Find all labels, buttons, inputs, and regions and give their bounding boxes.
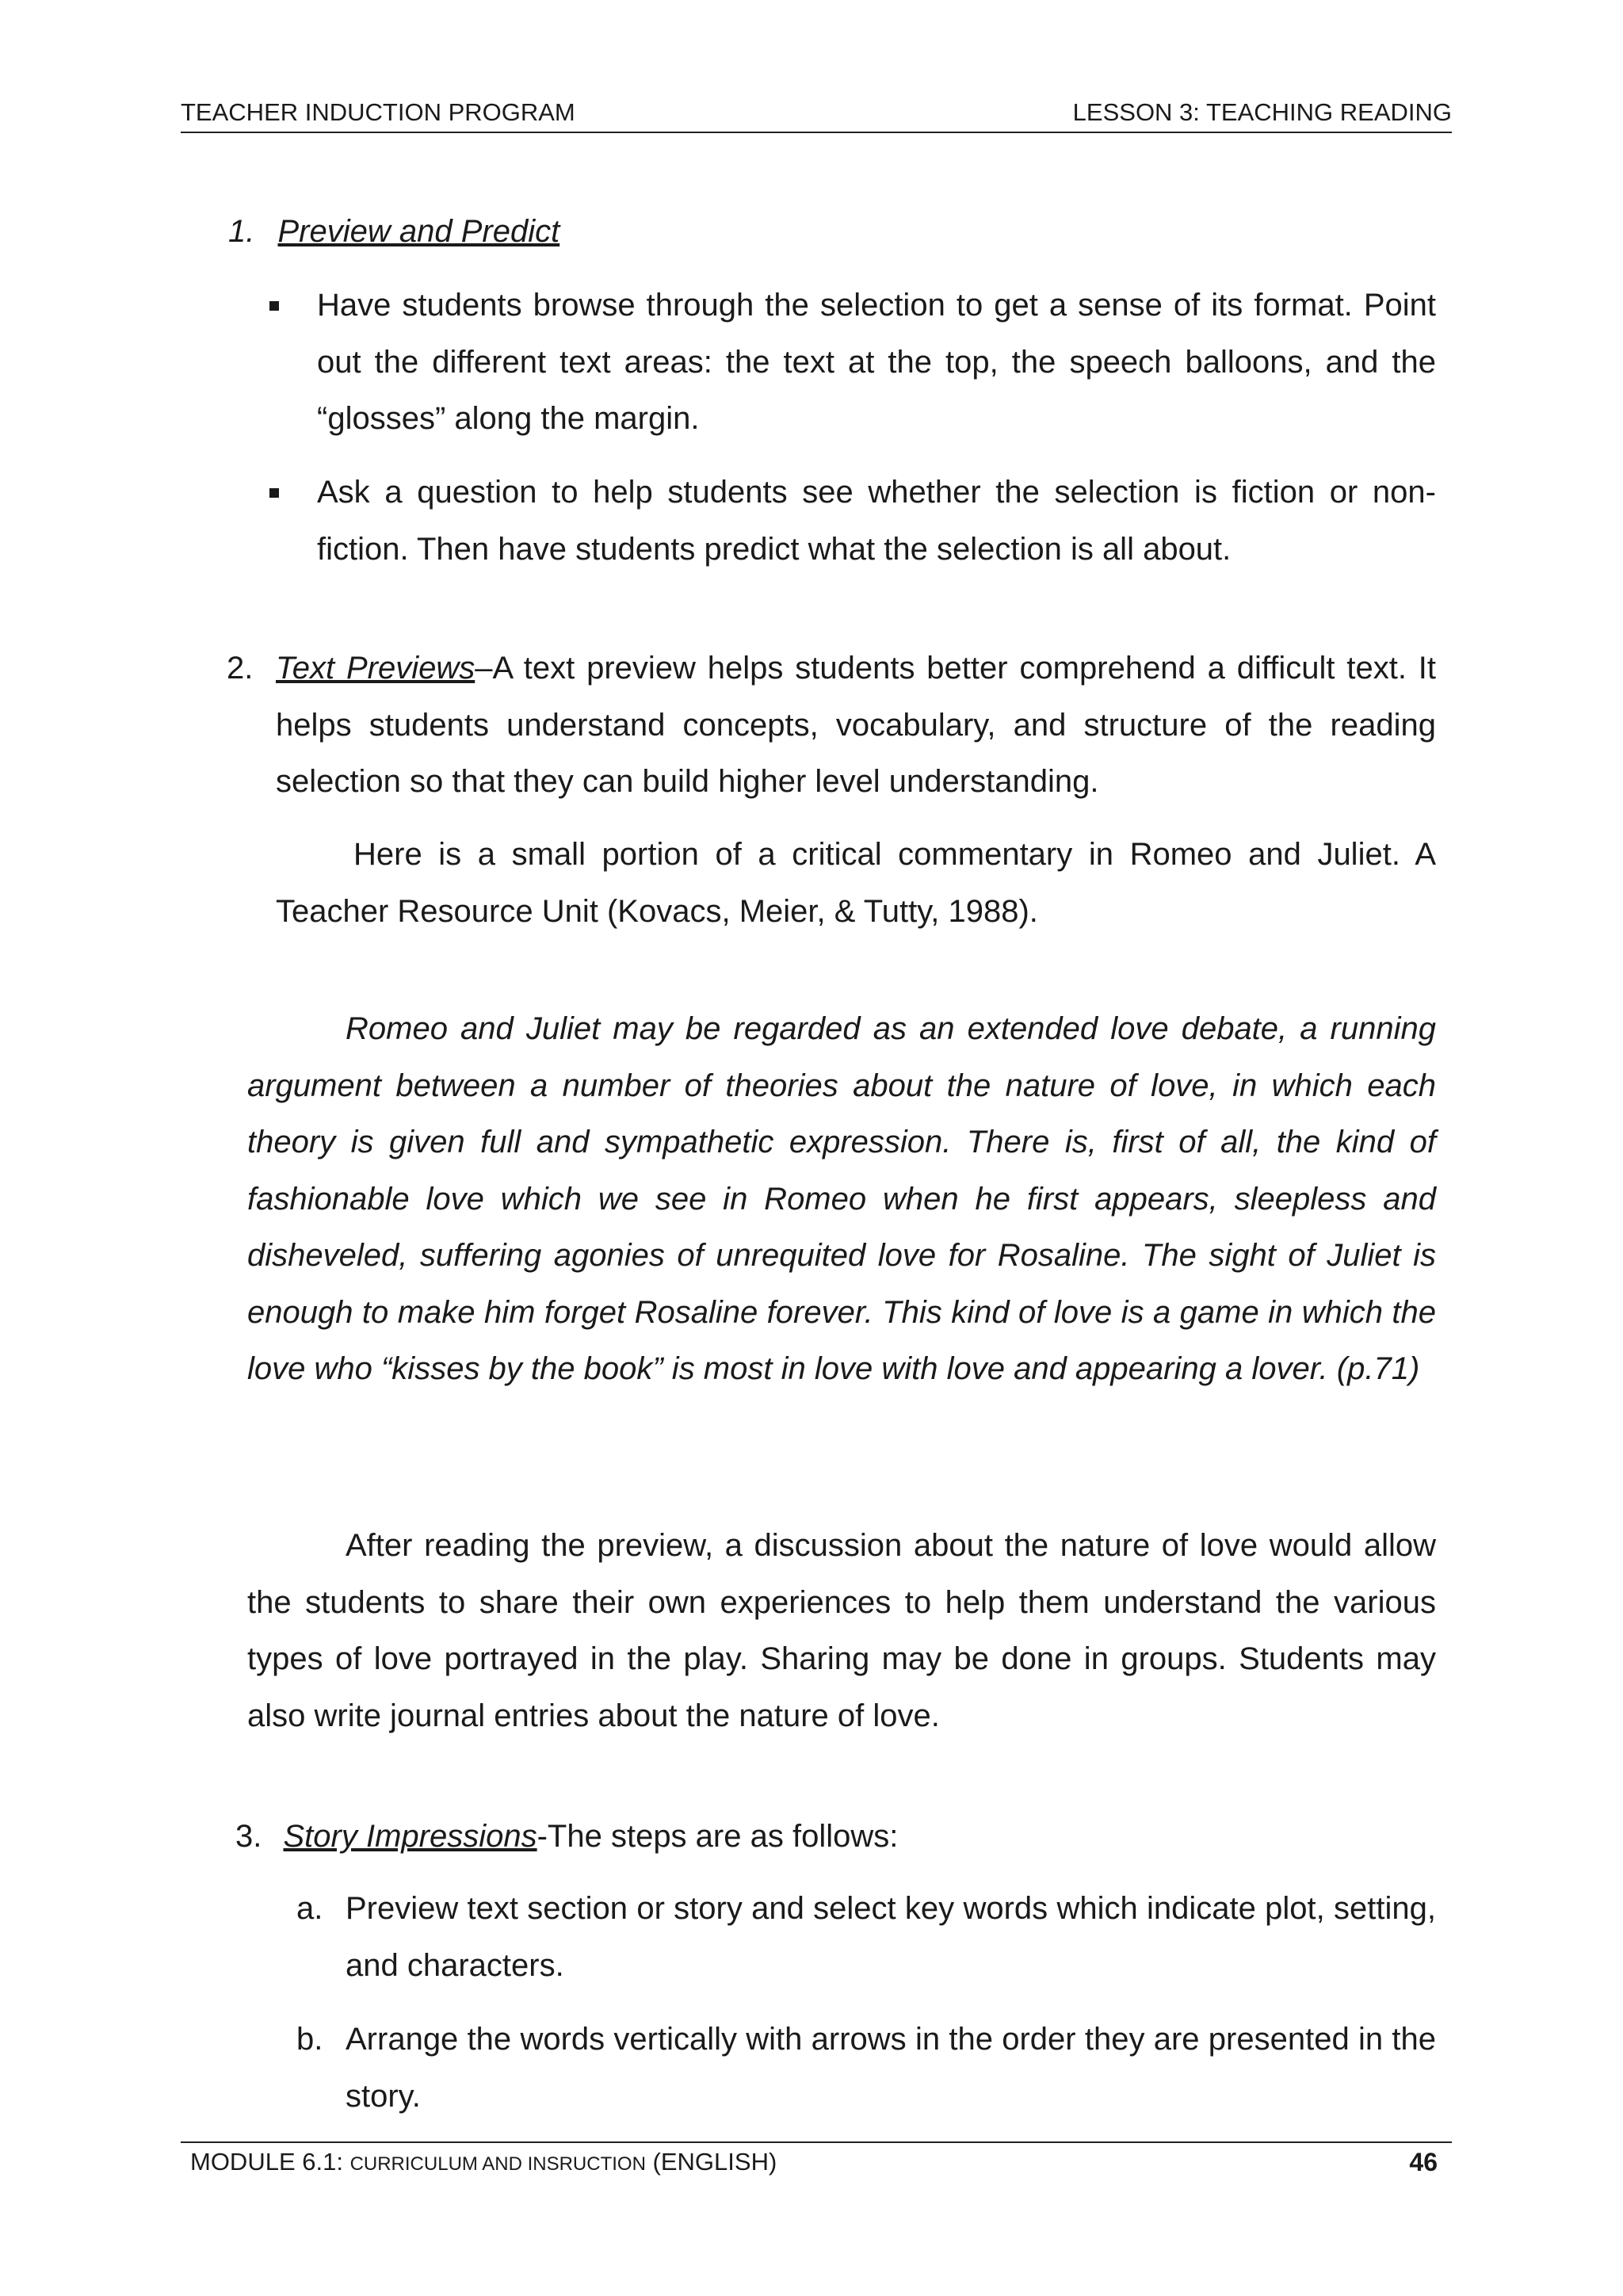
header-lesson-title: LESSON 3: TEACHING READING bbox=[1072, 98, 1452, 126]
section-3-step-a bbox=[296, 1881, 1436, 2000]
after-preview-paragraph: After reading the preview, a discussion about the nature of love would allow the students to share their own experiences to help them understand the various types of love portrayed in the play. Sharing may be done in groups. Students may also write journal entries about the nature of love. bbox=[247, 1528, 1436, 1733]
footer-module: MODULE 6.1: bbox=[190, 2148, 350, 2176]
section-2-lead-paragraph: Here is a small portion of a critical commentary in Romeo and Juliet. A Teacher Resource Unit (Kovacs, Meier, & Tutty, 1988). bbox=[276, 837, 1436, 929]
section-3-heading bbox=[235, 1809, 898, 1866]
footer-subject: (ENGLISH) bbox=[645, 2148, 777, 2176]
section-1-title: Preview and Predict bbox=[277, 214, 560, 249]
section-3-number: 3. bbox=[235, 1819, 262, 1854]
section-2-number: 2. bbox=[227, 651, 254, 686]
footer-course: CURRICULUM AND INSRUCTION bbox=[349, 2153, 646, 2175]
step-text: Arrange the words vertically with arrows in the order they are presented in the story. bbox=[346, 2022, 1436, 2114]
section-2-paragraph bbox=[276, 640, 1436, 811]
section-1-heading bbox=[228, 204, 559, 261]
section-1-bullet-1 bbox=[269, 277, 1436, 452]
footer-module-label bbox=[190, 2148, 777, 2176]
bullet-square-icon bbox=[269, 488, 279, 498]
page-header bbox=[181, 97, 1452, 133]
bullet-square-icon bbox=[269, 301, 279, 311]
section-3-title: Story Impressions bbox=[283, 1819, 537, 1854]
step-label: a. bbox=[296, 1891, 323, 1926]
step-text: Preview text section or story and select key words which indicate plot, setting, and characters. bbox=[346, 1891, 1436, 1983]
page-number: 46 bbox=[1409, 2148, 1438, 2176]
critical-commentary-quote: Romeo and Juliet may be regarded as an extended love debate, a running argument between a number of theories about the nature of love, in which each theory is given full and sympathetic expression. There is, first of all, the kind of fashionable love which we see in Romeo when he first appears, sleepless and disheveled, suffering agonies of unrequited love for Rosaline. The sight of Juliet is enough to make him forget Rosaline forever. This kind of love is a game in which the love who “kisses by the book” is most in love with love and appearing a lover. (p.71) bbox=[247, 1011, 1436, 1386]
bullet-text: Have students browse through the selection to get a sense of its format. Point out the different text areas: the text at the top, the speech balloons, and the “glosses” along the margin. bbox=[317, 288, 1436, 436]
section-2-title: Text Previews bbox=[276, 651, 475, 686]
section-3-step-b bbox=[296, 2011, 1436, 2130]
bullet-text: Ask a question to help students see whether the selection is fiction or non-fiction. Then have students predict what the selection is all about. bbox=[317, 475, 1436, 567]
section-1-number: 1. bbox=[228, 214, 255, 249]
section-1-bullet-2 bbox=[269, 464, 1436, 583]
step-label: b. bbox=[296, 2022, 323, 2057]
header-program-title: TEACHER INDUCTION PROGRAM bbox=[181, 98, 575, 126]
section-3-intro: -The steps are as follows: bbox=[537, 1819, 899, 1854]
section-2-intro: –A text preview helps students better comprehend a difficult text. It helps students understand concepts, vocabulary, and structure of the reading selection so that they can build higher level understanding. bbox=[276, 651, 1437, 799]
section-2-item bbox=[227, 640, 1436, 815]
page-footer bbox=[181, 2141, 1452, 2176]
